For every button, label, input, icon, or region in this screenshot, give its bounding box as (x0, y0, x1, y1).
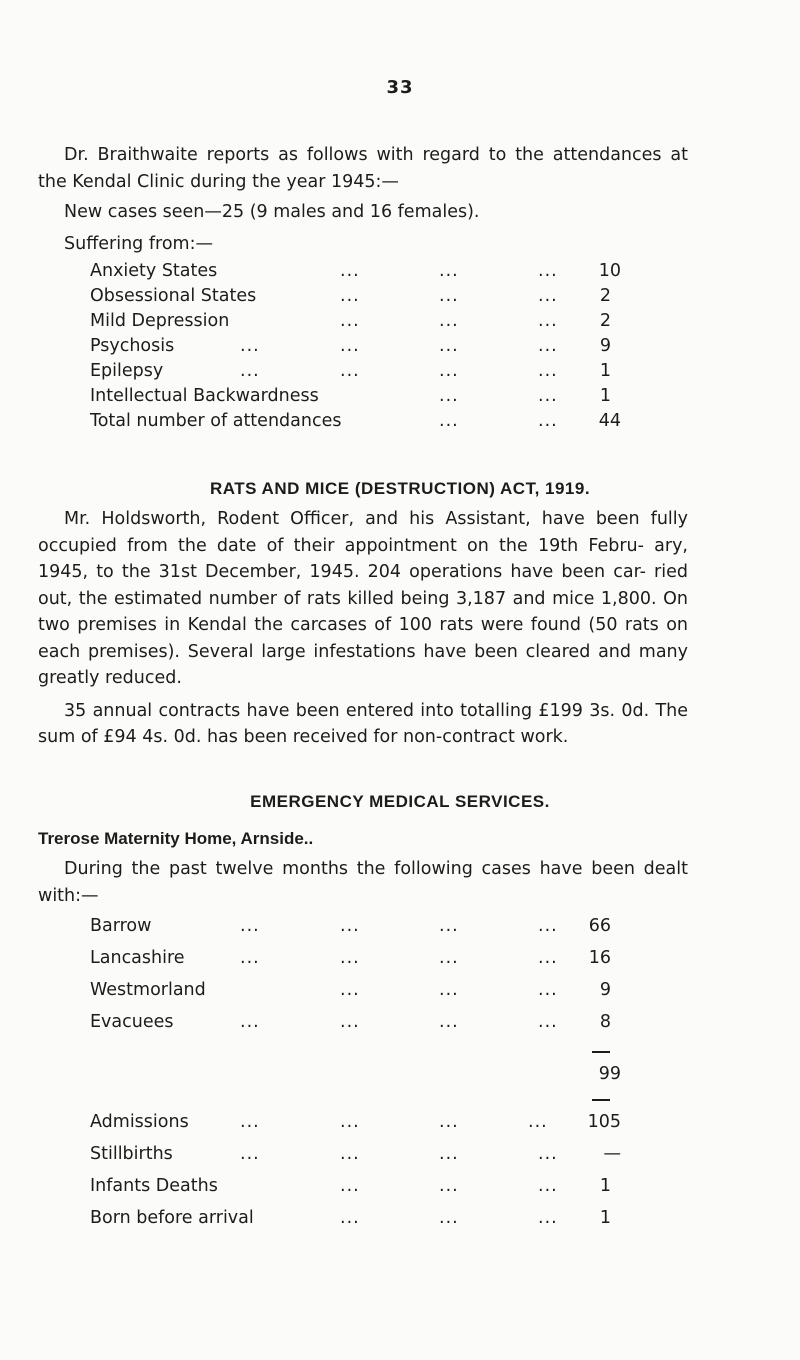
leader-dots: ... (538, 916, 558, 936)
case-row (90, 980, 611, 1004)
admission-row (90, 1208, 611, 1232)
leader-dots: ... (240, 1144, 260, 1164)
leader-dots: ... (528, 1112, 548, 1132)
emergency-paragraph-block (38, 856, 688, 909)
leader-dots: ... (340, 336, 360, 356)
leader-dots: ... (538, 286, 558, 306)
leader-dots: ... (439, 336, 459, 356)
leader-dots: ... (340, 311, 360, 331)
leader-dots: ... (538, 1012, 558, 1032)
leader-dots: ... (538, 361, 558, 381)
case-label: Westmorland (90, 980, 206, 1000)
condition-value: 1 (599, 361, 611, 381)
leader-dots: ... (439, 311, 459, 331)
condition-row-total (90, 411, 621, 435)
admission-value: 1 (599, 1176, 611, 1196)
condition-label: Mild Depression (90, 311, 230, 331)
condition-row (90, 286, 611, 310)
condition-row (90, 311, 611, 335)
admission-row (90, 1144, 621, 1168)
leader-dots: ... (538, 386, 558, 406)
leader-dots: ... (439, 948, 459, 968)
intro-paragraph: Dr. Braithwaite reports as follows with regard to the attendances at the Kendal Clinic during the year 1945:— (38, 145, 688, 192)
case-value: 8 (599, 1012, 611, 1032)
leader-dots: ... (240, 1112, 260, 1132)
condition-value: 9 (599, 336, 611, 356)
leader-dots: ... (439, 411, 459, 431)
leader-dots: ... (340, 1176, 360, 1196)
leader-dots: ... (240, 948, 260, 968)
emergency-paragraph: During the past twelve months the following cases have been dealt with:— (38, 859, 688, 906)
condition-value: 10 (598, 261, 621, 281)
page-number: 33 (386, 77, 414, 98)
leader-dots: ... (340, 1208, 360, 1228)
case-value: 16 (588, 948, 611, 968)
condition-label: Anxiety States (90, 261, 218, 281)
leader-dots: ... (240, 1012, 260, 1032)
rats-section-heading: RATS AND MICE (DESTRUCTION) ACT, 1919. (209, 479, 591, 498)
condition-label: Intellectual Backwardness (90, 386, 319, 406)
case-label: Evacuees (90, 1012, 174, 1032)
admission-row (90, 1112, 621, 1136)
rats-paragraph-1: Mr. Holdsworth, Rodent Officer, and his Assistant, have been fully occupied from the date of their appointment on the 19th Febru- ary, 1945, to the 31st December, 1945. 204 operations have been car- ried out, the estimated number of rats killed being 3,187 and mice 1,800. On two premises in Kendal the carcases of 100 rats were found (50 rats on each premises). Several large infestations have been cleared and many greatly reduced. (38, 509, 688, 688)
maternity-home-subheading: Trerose Maternity Home, Arnside.. (38, 829, 314, 848)
leader-dots: ... (340, 916, 360, 936)
rats-paragraph-block (38, 506, 688, 751)
cases-total-value: 99 (598, 1064, 621, 1084)
leader-dots: ... (340, 261, 360, 281)
case-value: 66 (588, 916, 611, 936)
condition-value: 2 (599, 286, 611, 306)
leader-dots: ... (439, 916, 459, 936)
new-cases-line: New cases seen—25 (9 males and 16 females). (64, 202, 480, 222)
leader-dots: ... (439, 286, 459, 306)
leader-dots: ... (439, 361, 459, 381)
condition-row (90, 261, 621, 285)
condition-value: 1 (599, 386, 611, 406)
leader-dots: ... (240, 336, 260, 356)
leader-dots: ... (240, 361, 260, 381)
case-row (90, 1012, 611, 1036)
condition-label: Obsessional States (90, 286, 257, 306)
case-value: 9 (599, 980, 611, 1000)
emergency-section-heading: EMERGENCY MEDICAL SERVICES. (250, 792, 550, 811)
condition-label: Total number of attendances (90, 411, 342, 431)
case-row (90, 948, 611, 972)
leader-dots: ... (538, 311, 558, 331)
condition-row (90, 386, 611, 410)
condition-label: Psychosis (90, 336, 175, 356)
condition-value: 2 (599, 311, 611, 331)
sum-rule-top (592, 1051, 610, 1053)
sum-rule-bottom (592, 1099, 610, 1101)
leader-dots: ... (340, 361, 360, 381)
leader-dots: ... (538, 948, 558, 968)
leader-dots: ... (538, 1144, 558, 1164)
leader-dots: ... (340, 286, 360, 306)
leader-dots: ... (439, 1144, 459, 1164)
leader-dots: ... (439, 1012, 459, 1032)
leader-dots: ... (340, 1144, 360, 1164)
leader-dots: ... (439, 386, 459, 406)
condition-row (90, 361, 611, 385)
leader-dots: ... (240, 916, 260, 936)
leader-dots: ... (538, 411, 558, 431)
admission-row (90, 1176, 611, 1200)
leader-dots: ... (439, 261, 459, 281)
rats-paragraph-2: 35 annual contracts have been entered into totalling £199 3s. 0d. The sum of £94 4s. 0d. has been received for non-contract work. (38, 700, 688, 747)
leader-dots: ... (538, 1208, 558, 1228)
admission-label: Stillbirths (90, 1144, 173, 1164)
admission-label: Admissions (90, 1112, 189, 1132)
intro-paragraph-block (38, 142, 688, 195)
leader-dots: ... (538, 1176, 558, 1196)
case-label: Lancashire (90, 948, 185, 968)
admission-value: 105 (587, 1112, 621, 1132)
leader-dots: ... (340, 1012, 360, 1032)
leader-dots: ... (340, 948, 360, 968)
case-label: Barrow (90, 916, 152, 936)
leader-dots: ... (439, 1112, 459, 1132)
leader-dots: ... (538, 261, 558, 281)
leader-dots: ... (538, 980, 558, 1000)
leader-dots: ... (538, 336, 558, 356)
admission-value: 1 (599, 1208, 611, 1228)
condition-row (90, 336, 611, 360)
condition-label: Epilepsy (90, 361, 164, 381)
cases-total-row (520, 1064, 621, 1088)
leader-dots: ... (439, 1176, 459, 1196)
leader-dots: ... (439, 1208, 459, 1228)
suffering-from-line: Suffering from:— (64, 234, 213, 254)
leader-dots: ... (340, 980, 360, 1000)
admission-label: Infants Deaths (90, 1176, 218, 1196)
leader-dots: ... (340, 1112, 360, 1132)
admission-value: — (603, 1144, 621, 1164)
condition-value: 44 (598, 411, 621, 431)
leader-dots: ... (439, 980, 459, 1000)
case-row (90, 916, 611, 940)
admission-label: Born before arrival (90, 1208, 254, 1228)
